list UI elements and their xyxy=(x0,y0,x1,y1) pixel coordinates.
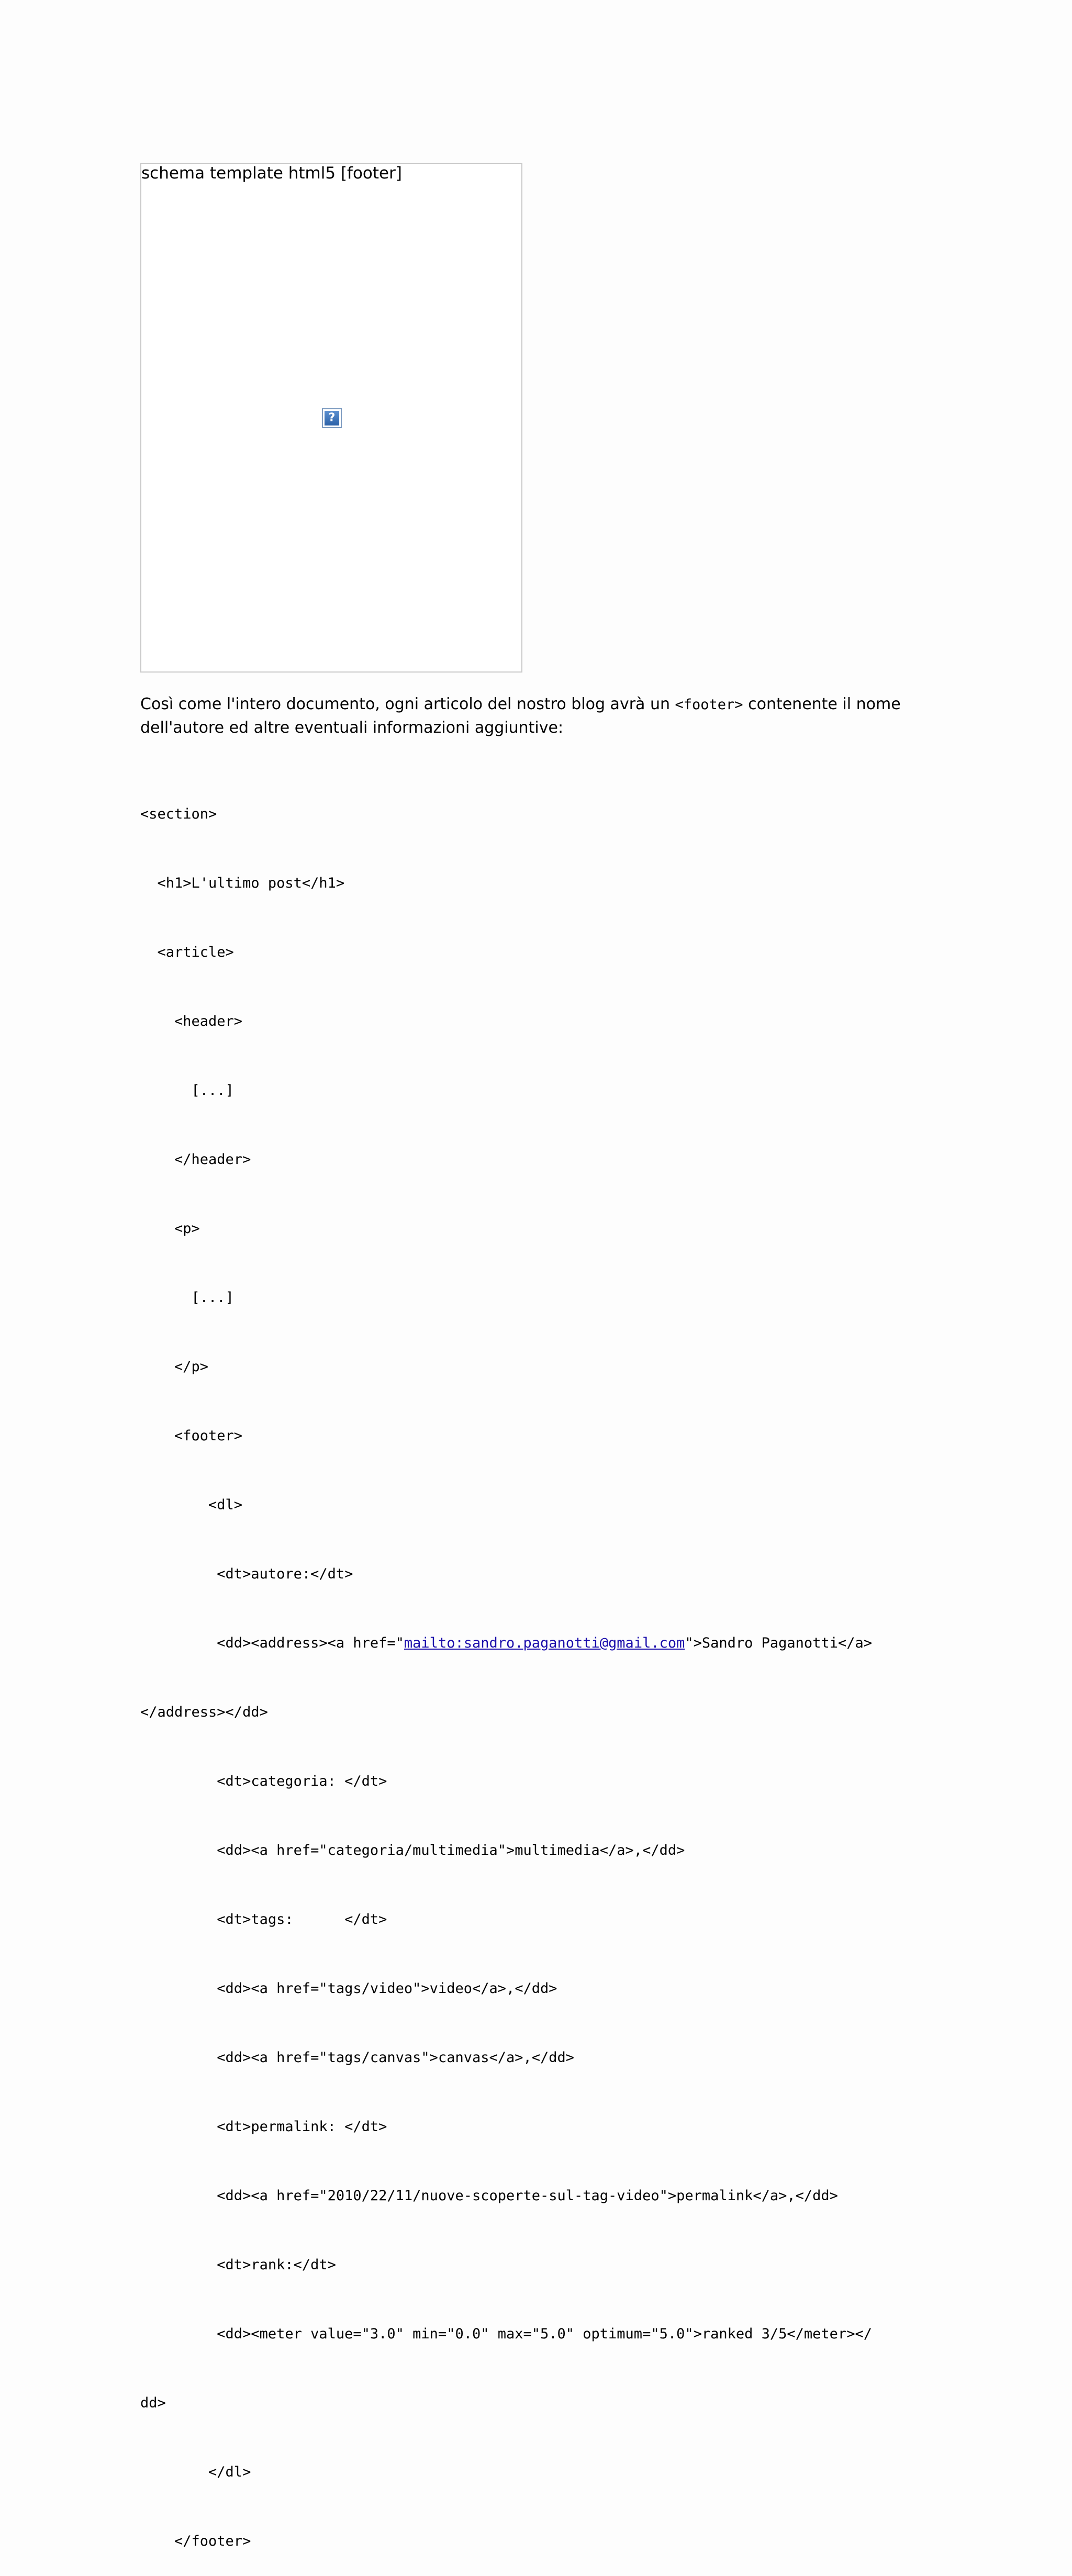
code-line: <footer> xyxy=(140,1428,243,1444)
code-line: <dt>permalink: </dt> xyxy=(140,2119,387,2135)
code-line: dd> xyxy=(140,2395,166,2411)
code-block xyxy=(140,757,872,2576)
code-line: <dt>autore:</dt> xyxy=(140,1566,353,1582)
code-line: <dl> xyxy=(140,1497,243,1513)
code-line: <section> xyxy=(140,806,217,822)
intro-paragraph xyxy=(140,693,936,740)
code-line: </header> xyxy=(140,1151,251,1168)
address-line-suffix: ">Sandro Paganotti</a> xyxy=(685,1635,872,1651)
code-line: [...] xyxy=(140,1082,234,1099)
broken-image-icon xyxy=(322,408,342,428)
code-line: </dl> xyxy=(140,2464,251,2480)
address-line-prefix: <dd><address><a href=" xyxy=(140,1635,404,1651)
code-line: <dt>rank:</dt> xyxy=(140,2257,336,2273)
code-line: <header> xyxy=(140,1013,243,1029)
code-line: <dd><a href="tags/video">video</a>,</dd> xyxy=(140,1980,557,1997)
mailto-link[interactable]: mailto:sandro.paganotti@gmail.com xyxy=(404,1635,685,1651)
code-line-address xyxy=(140,1632,872,1655)
code-line: <dd><a href="2010/22/11/nuove-scoperte-sul-tag-video">permalink</a>,</dd> xyxy=(140,2188,838,2204)
intro-inline-code: <footer> xyxy=(675,697,743,713)
code-line: <p> xyxy=(140,1220,200,1237)
code-line: <dt>tags: </dt> xyxy=(140,1911,387,1928)
code-line: </address></dd> xyxy=(140,1704,268,1720)
code-line: [...] xyxy=(140,1290,234,1306)
code-line: </footer> xyxy=(140,2533,251,2549)
code-line: <dd><a href="tags/canvas">canvas</a>,</dd> xyxy=(140,2049,575,2066)
broken-image-glyph: ? xyxy=(325,411,339,425)
code-line: </p> xyxy=(140,1359,209,1375)
intro-text-before: Così come l'intero documento, ogni articolo del nostro blog avrà un xyxy=(140,695,675,713)
intro-text-after: contenente il nome dell'autore ed altre eventuali informazioni aggiuntive: xyxy=(140,695,901,737)
figure-placeholder xyxy=(140,163,522,673)
figure-alt-text: schema template html5 [footer] xyxy=(141,164,402,183)
code-line: <article> xyxy=(140,944,234,960)
code-line: <dd><a href="categoria/multimedia">multimedia</a>,</dd> xyxy=(140,1842,685,1858)
code-line: <dt>categoria: </dt> xyxy=(140,1773,387,1789)
code-line: <dd><meter value="3.0" min="0.0" max="5.0" optimum="5.0">ranked 3/5</meter></ xyxy=(140,2326,872,2342)
code-line: <h1>L'ultimo post</h1> xyxy=(140,875,345,891)
